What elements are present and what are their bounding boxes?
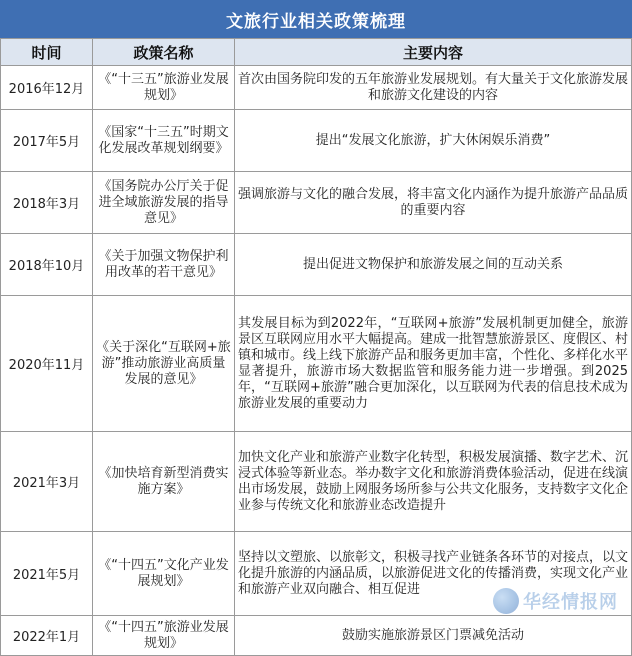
table-row	[1, 66, 632, 110]
header-time: 时间	[1, 39, 93, 66]
row-time: 2016年12月	[1, 66, 93, 110]
row-time: 2021年5月	[1, 532, 93, 616]
table-row	[1, 172, 632, 234]
row-policy-name: 《关于加强文物保护利用改革的若干意见》	[93, 234, 235, 296]
row-content: 其发展目标为到2022年，“互联网+旅游”发展机制更加健全，旅游景区互联网应用水平大幅提高。建成一批智慧旅游景区、度假区、村镇和城市。线上线下旅游产品和服务更加丰富，个性化、多样化水平显著提升，旅游市场大数据监管和服务能力进一步增强。到2025年，“互联网+旅游”融合更加深化，以互联网为代表的信息技术成为旅游业发展的重要动力	[235, 296, 632, 432]
row-time: 2018年3月	[1, 172, 93, 234]
watermark-text: 华经情报网	[523, 592, 618, 613]
row-content: 提出促进文物保护和旅游发展之间的互动关系	[235, 234, 632, 296]
row-time: 2018年10月	[1, 234, 93, 296]
row-policy-name: 《“十三五”旅游业发展规划》	[93, 66, 235, 110]
row-content: 提出“发展文化旅游，扩大休闲娱乐消费”	[235, 110, 632, 172]
table-row	[1, 234, 632, 296]
table-row	[1, 532, 632, 616]
row-content: 首次由国务院印发的五年旅游业发展规划。有大量关于文化旅游发展和旅游文化建设的内容	[235, 66, 632, 110]
row-content: 坚持以文塑旅、以旅彰文，积极寻找产业链条各环节的对接点，以文化提升旅游的内涵品质，以旅游促进文化的传播消费，实现文化产业和旅游产业双向融合、相互促进	[235, 532, 632, 616]
row-content: 鼓励实施旅游景区门票减免活动	[235, 616, 632, 656]
row-time: 2017年5月	[1, 110, 93, 172]
row-policy-name: 《国务院办公厅关于促进全域旅游发展的指导意见》	[93, 172, 235, 234]
table-title: 文旅行业相关政策梳理	[0, 0, 632, 38]
row-time: 2022年1月	[1, 616, 93, 656]
row-policy-name: 《关于深化“互联网+旅游”推动旅游业高质量发展的意见》	[93, 296, 235, 432]
row-policy-name: 《国家“十三五”时期文化发展改革规划纲要》	[93, 110, 235, 172]
header-name: 政策名称	[93, 39, 235, 66]
table-header-row	[1, 39, 632, 66]
table-row	[1, 432, 632, 532]
row-time: 2020年11月	[1, 296, 93, 432]
policy-table	[0, 38, 632, 656]
row-content: 加快文化产业和旅游产业数字化转型，积极发展演播、数字艺术、沉浸式体验等新业态。举办数字文化和旅游消费体验活动，促进在线演出市场发展，鼓励上网服务场所参与公共文化服务，支持数字文化企业参与传统文化和旅游业态改造提升	[235, 432, 632, 532]
row-content: 强调旅游与文化的融合发展，将丰富文化内涵作为提升旅游产品品质的重要内容	[235, 172, 632, 234]
table-row	[1, 616, 632, 656]
header-content: 主要内容	[235, 39, 632, 66]
table-row	[1, 110, 632, 172]
row-policy-name: 《“十四五”旅游业发展规划》	[93, 616, 235, 656]
table-row	[1, 296, 632, 432]
row-policy-name: 《加快培育新型消费实施方案》	[93, 432, 235, 532]
row-time: 2021年3月	[1, 432, 93, 532]
row-policy-name: 《“十四五”文化产业发展规划》	[93, 532, 235, 616]
